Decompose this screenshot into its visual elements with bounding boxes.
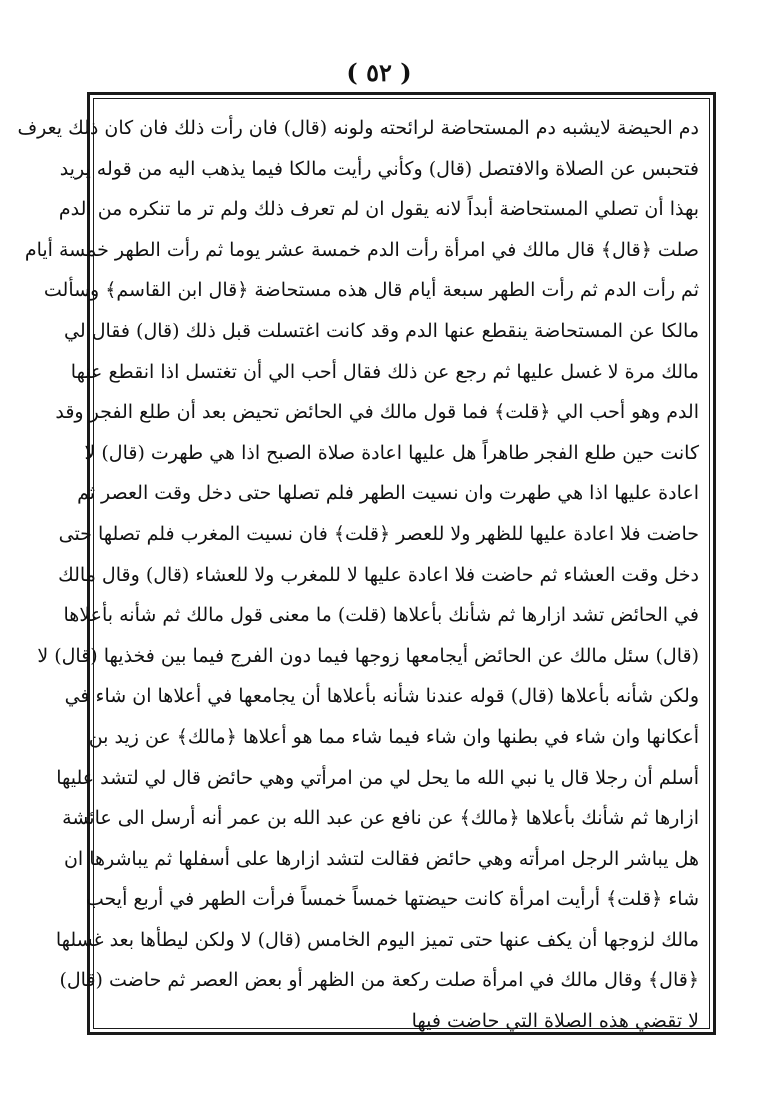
- text-line: صلت ﴿قال﴾ قال مالك في امرأة رأت الدم خمسة عشر يوما ثم رأت الطهر خمسة أيام: [24, 238, 699, 261]
- text-block: [17, 108, 699, 1033]
- text-line: مالكا عن المستحاضة ينقطع عنها الدم وقد كانت اغتسلت قبل ذلك (قال) فقال لي: [64, 319, 699, 342]
- text-line: أسلم أن رجلا قال يا نبي الله ما يحل لي من امرأتي وهي حائض قال لي لتشد عليها: [56, 766, 699, 789]
- text-line: أعكانها وان شاء في بطنها وان شاء فيما شاء مما هو أعلاها ﴿مالك﴾ عن زيد بن: [88, 725, 699, 748]
- text-line: ثم رأت الدم ثم رأت الطهر سبعة أيام قال هذه مستحاضة ﴿قال ابن القاسم﴾ وسألت: [43, 279, 699, 302]
- text-line: مالك لزوجها أن يكف عنها حتى تميز اليوم الخامس (قال) لا ولكن ليطأها بعد غسلها: [55, 928, 699, 951]
- text-line: بهذا أن تصلي المستحاضة أبداً لانه يقول ان لم تعرف ذلك ولم تر ما تنكره من الدم: [58, 198, 699, 221]
- text-line: فتحبس عن الصلاة والافتصل (قال) وكأني رأيت مالكا فيما يذهب اليه من قوله يريد: [59, 157, 699, 180]
- text-line: ازارها ثم شأنك بأعلاها ﴿مالك﴾ عن نافع عن عبد الله بن عمر أنه أرسل الى عائشة: [62, 807, 699, 830]
- text-line: ﴿قال﴾ وقال مالك في امرأة صلت ركعة من الظهر أو بعض العصر ثم حاضت (قال): [59, 969, 699, 992]
- text-line: كانت حين طلع الفجر طاهراً هل عليها اعادة صلاة الصبح اذا هي طهرت (قال) لا: [84, 441, 699, 464]
- text-line: ولكن شأنه بأعلاها (قال) قوله عندنا شأنه بأعلاها أن يجامعها في أعلاها ان شاء في: [64, 685, 699, 708]
- text-line: اعادة عليها اذا هي طهرت وان نسيت الطهر فلم تصلها حتى دخل وقت العصر ثم: [77, 482, 699, 505]
- text-line: في الحائض تشد ازارها ثم شأنك بأعلاها (قلت) ما معنى قول مالك ثم شأنه بأعلاها: [63, 604, 699, 627]
- page-number: ( ٥٢ ): [346, 58, 412, 87]
- text-line: دخل وقت العشاء ثم حاضت فلا اعادة عليها لا للمغرب ولا للعشاء (قال) وقال مالك: [58, 563, 699, 586]
- text-line: حاضت فلا اعادة عليها للظهر ولا للعصر ﴿قلت﴾ فان نسيت المغرب فلم تصلها حتى: [58, 522, 699, 545]
- text-line: (قال) سئل مالك عن الحائض أيجامعها زوجها فيما دون الفرج فيما بين فخذيها (قال) لا: [37, 644, 699, 667]
- text-line: لا تقضي هذه الصلاة التي حاضت فيها: [411, 1010, 699, 1033]
- text-line: هل يباشر الرجل امرأته وهي حائض فقالت لتشد ازارها على أسفلها ثم يباشرها ان: [63, 847, 699, 870]
- text-line: الدم وهو أحب الي ﴿قلت﴾ فما قول مالك في الحائض تحيض بعد أن طلع الفجر وقد: [55, 401, 699, 424]
- text-line: شاء ﴿قلت﴾ أرأيت امرأة كانت حيضتها خمساً خمساً فرأت الطهر في أربع أيحب: [85, 888, 699, 911]
- text-line: دم الحيضة لايشبه دم المستحاضة لرائحته ولونه (قال) فان رأت ذلك فان كان ذلك يعرف: [17, 117, 699, 139]
- text-line: مالك مرة لا غسل عليها ثم رجع عن ذلك فقال أحب الي أن تغتسل اذا انقطع عنها: [70, 360, 699, 383]
